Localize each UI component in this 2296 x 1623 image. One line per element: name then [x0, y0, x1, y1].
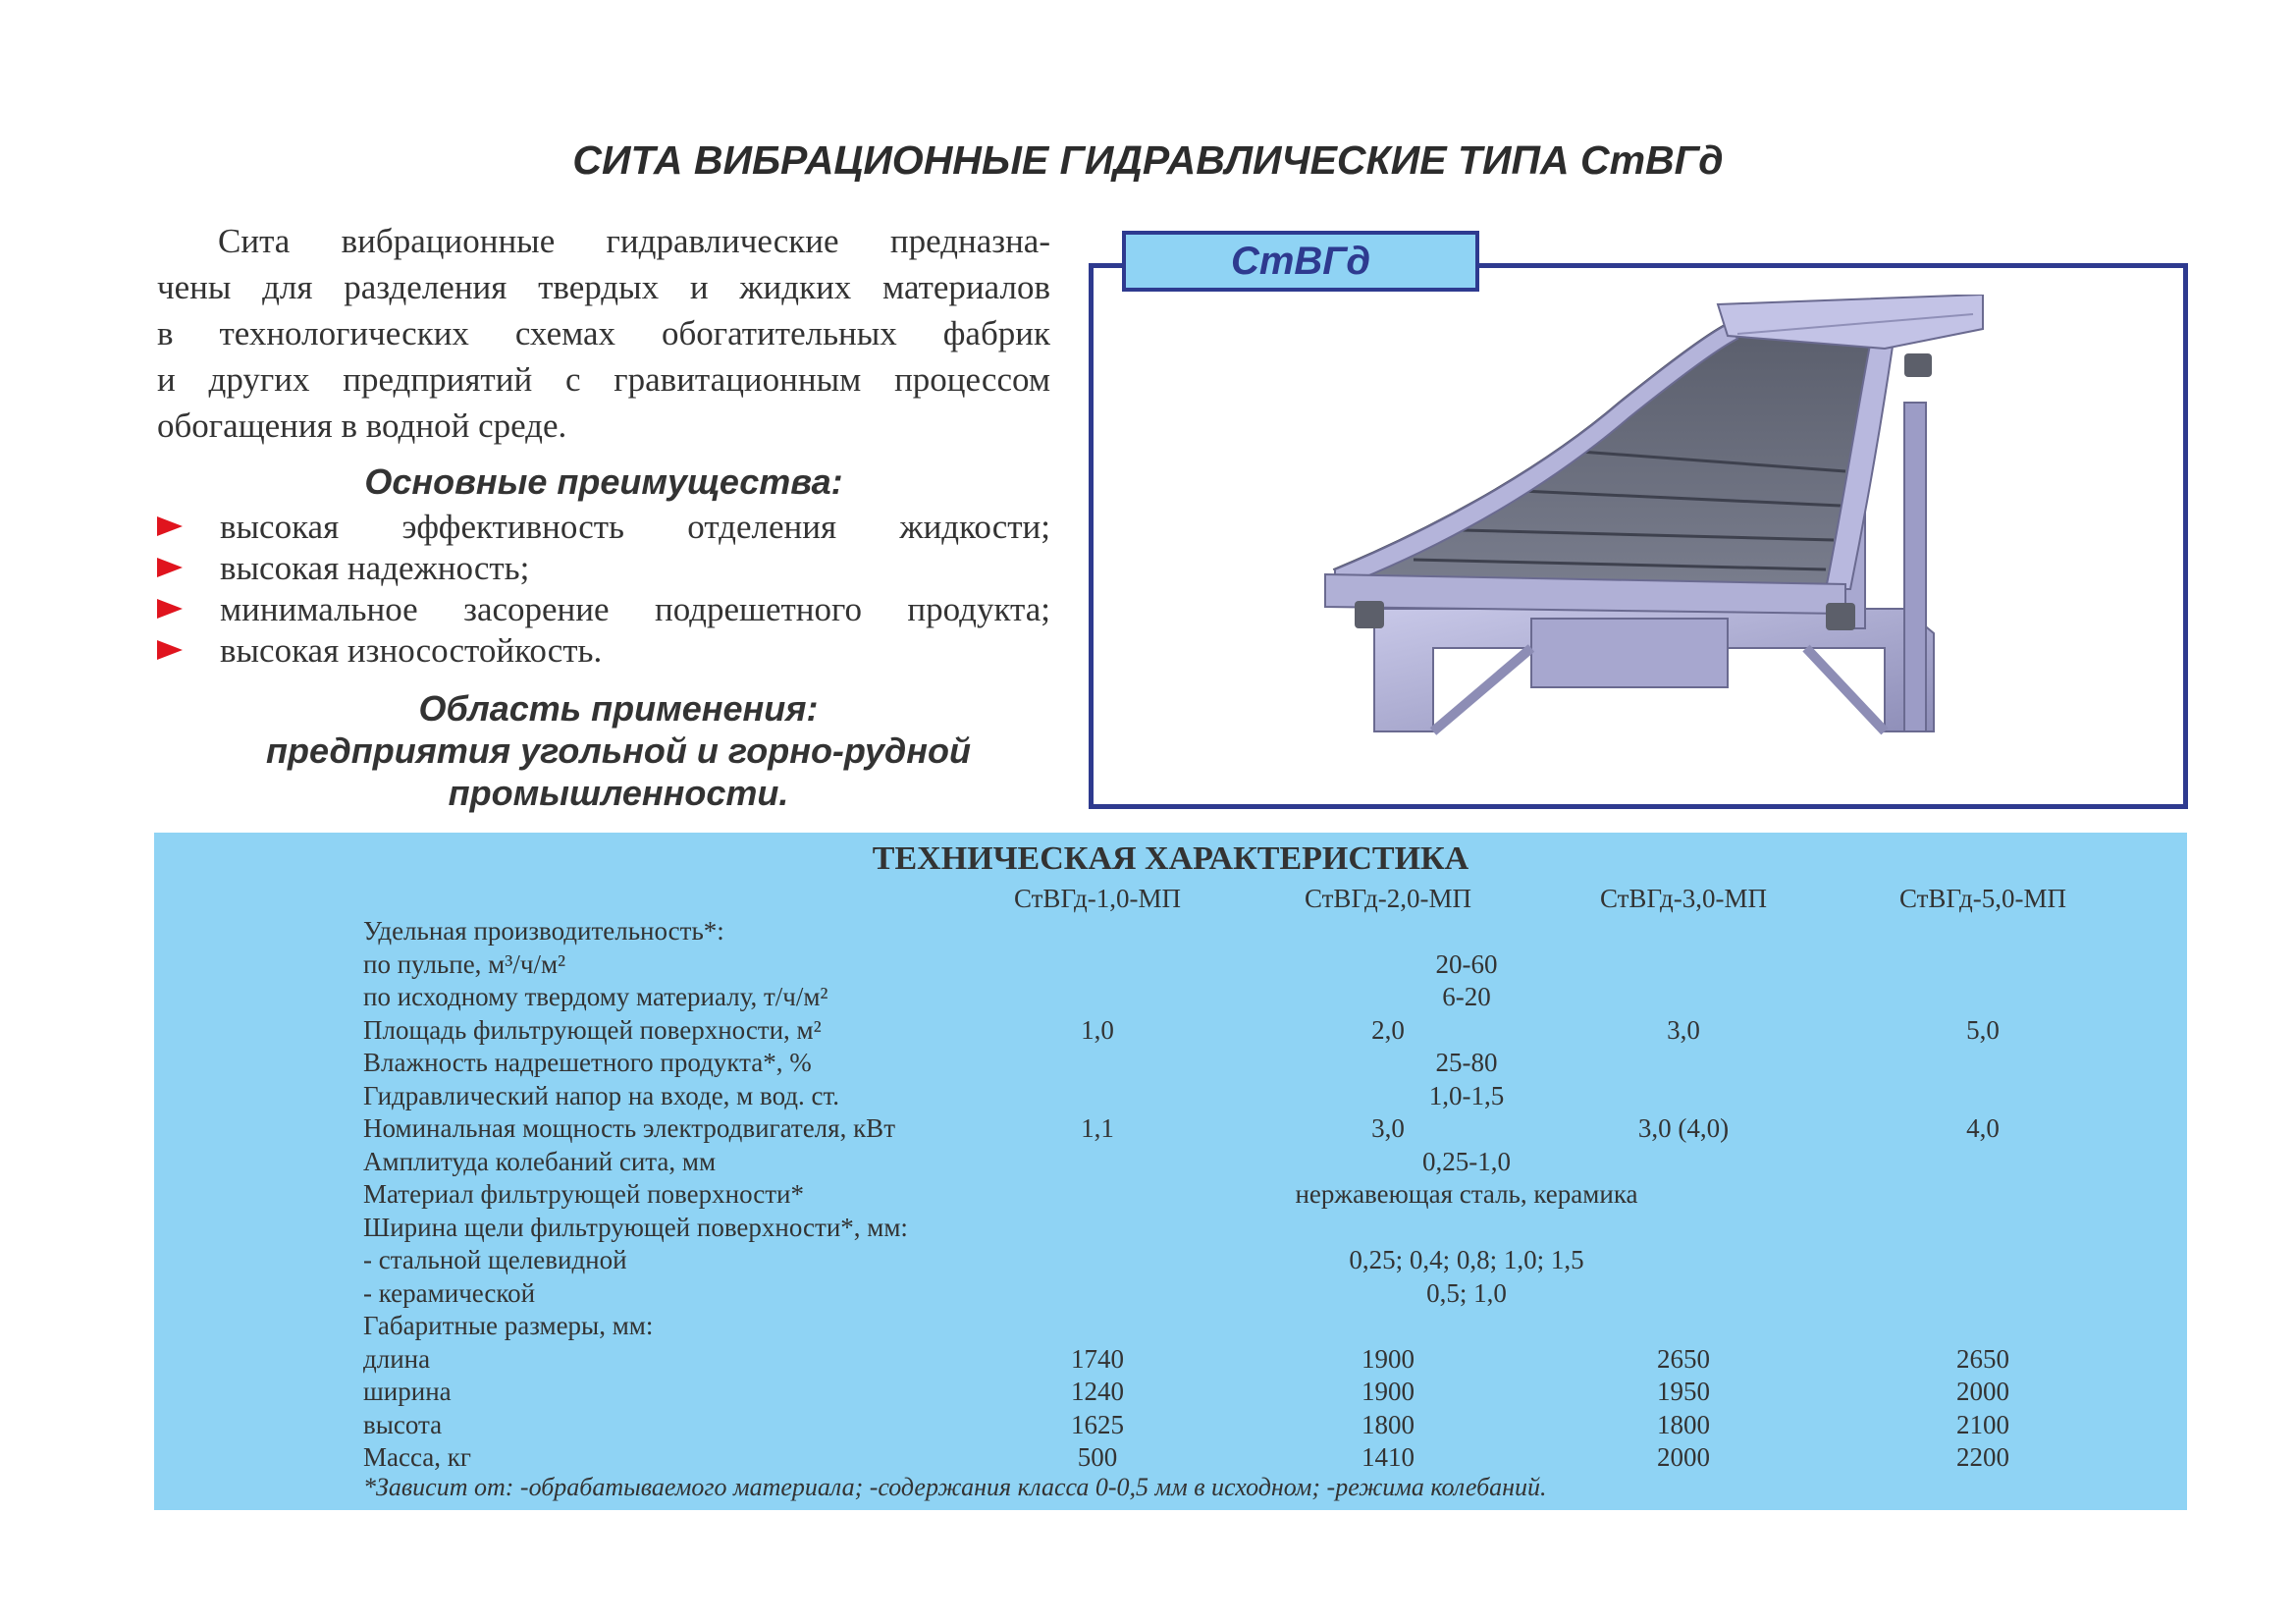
photo-label: СтВГд: [1122, 231, 1479, 292]
row-label: Номинальная мощность электродвигателя, кВт: [363, 1113, 895, 1143]
row-value: 2000: [1657, 1442, 1710, 1472]
red-arrow-bullet-icon: [157, 599, 183, 619]
application-heading: Область применения:: [418, 688, 819, 729]
page-title: СИТА ВИБРАЦИОННЫЕ ГИДРАВЛИЧЕСКИЕ ТИПА СтВГд: [572, 137, 1724, 183]
advantage-text: высокая эффективность отделения жидкости;: [220, 508, 1050, 546]
table-row: [154, 982, 2187, 1014]
red-arrow-bullet-icon: [157, 516, 183, 536]
technical-specification-table: [154, 833, 2187, 1510]
table-row: [154, 1377, 2187, 1409]
intro-line: и других предприятий с гравитационным процессом: [157, 360, 1050, 399]
row-shared-value: 0,25-1,0: [1422, 1147, 1511, 1176]
red-arrow-bullet-icon: [157, 640, 183, 660]
row-label: Площадь фильтрующей поверхности, м²: [363, 1015, 822, 1045]
row-label: длина: [363, 1344, 431, 1374]
table-row: [154, 1081, 2187, 1113]
row-value: 1,1: [1081, 1113, 1114, 1143]
row-value: 2100: [1956, 1410, 2009, 1439]
row-label: по исходному твердому материалу, т/ч/м²: [363, 982, 828, 1011]
row-value: 1740: [1071, 1344, 1124, 1374]
row-label: Влажность надрешетного продукта*, %: [363, 1048, 812, 1077]
row-value: 3,0 (4,0): [1637, 1113, 1730, 1143]
row-value: 1950: [1657, 1377, 1710, 1406]
application-line: предприятия угольной и горно-рудной: [266, 730, 971, 771]
row-value: 3,0: [1371, 1113, 1405, 1143]
row-value: 1,0: [1081, 1015, 1114, 1045]
row-label: - керамической: [363, 1278, 536, 1308]
red-arrow-bullet-icon: [157, 558, 183, 577]
row-value: 1800: [1657, 1410, 1710, 1439]
row-value: 1410: [1362, 1442, 1415, 1472]
row-value: 2650: [1657, 1344, 1710, 1374]
spec-footnote: *Зависит от: -обрабатываемого материала; -содержания класса 0-0,5 мм в исходном; -режима колебаний.: [363, 1473, 1547, 1501]
table-row: [154, 1245, 2187, 1277]
table-row: [154, 1410, 2187, 1442]
row-value: 500: [1077, 1442, 1118, 1472]
intro-line: чены для разделения твердых и жидких материалов: [157, 268, 1050, 306]
row-label: - стальной щелевидной: [363, 1245, 627, 1274]
row-value: 3,0: [1667, 1015, 1700, 1045]
row-shared-value: 0,5; 1,0: [1426, 1278, 1507, 1308]
advantage-text: минимальное засорение подрешетного продукта;: [220, 590, 1050, 628]
row-value: 1800: [1362, 1410, 1415, 1439]
advantage-item: [157, 589, 1050, 630]
application-block: [177, 687, 1060, 814]
row-label: высота: [363, 1410, 443, 1439]
model-header: СтВГд-1,0-МП: [1013, 884, 1181, 913]
row-shared-value: 20-60: [1435, 949, 1498, 979]
table-row: [154, 1147, 2187, 1179]
row-shared-value: 0,25; 0,4; 0,8; 1,0; 1,5: [1349, 1245, 1584, 1274]
row-value: 2650: [1956, 1344, 2009, 1374]
table-row: [154, 949, 2187, 982]
row-value: 1900: [1362, 1344, 1415, 1374]
advantages-list: [157, 507, 1050, 672]
row-value: 2200: [1956, 1442, 2009, 1472]
table-row: [154, 1442, 2187, 1475]
table-row: [154, 1311, 2187, 1343]
row-value: 1240: [1071, 1377, 1124, 1406]
row-shared-value: 1,0-1,5: [1428, 1081, 1505, 1110]
advantage-item: [157, 548, 1050, 589]
spec-title: ТЕХНИЧЕСКАЯ ХАРАКТЕРИСТИКА: [872, 840, 1469, 877]
table-row: [154, 1278, 2187, 1311]
row-label: по пульпе, м³/ч/м²: [363, 949, 566, 979]
table-row: [154, 1179, 2187, 1212]
intro-line: обогащения в водной среде.: [157, 406, 567, 445]
row-value: 4,0: [1966, 1113, 2000, 1143]
table-row: [154, 1048, 2187, 1080]
table-row: [154, 1213, 2187, 1245]
row-shared-value: 6-20: [1442, 982, 1491, 1011]
row-label: Ширина щели фильтрующей поверхности*, мм:: [363, 1213, 908, 1242]
table-row: [154, 1015, 2187, 1048]
row-value: 2,0: [1371, 1015, 1405, 1045]
row-value: 5,0: [1966, 1015, 2000, 1045]
model-header: СтВГд-2,0-МП: [1304, 884, 1471, 913]
row-label: Габаритные размеры, мм:: [363, 1311, 654, 1340]
table-row: [154, 916, 2187, 948]
intro-line: Сита вибрационные гидравлические предназна-: [218, 222, 1050, 260]
application-line: промышленности.: [448, 773, 789, 813]
advantages-heading: Основные преимущества:: [364, 461, 843, 502]
row-shared-value: нержавеющая сталь, керамика: [1295, 1179, 1638, 1209]
row-label: Удельная производительность*:: [363, 916, 724, 946]
row-label: Материал фильтрующей поверхности*: [363, 1179, 804, 1209]
row-label: Амплитуда колебаний сита, мм: [363, 1147, 717, 1176]
row-label: Гидравлический напор на входе, м вод. ст.: [363, 1081, 840, 1110]
model-header: СтВГд-3,0-МП: [1599, 884, 1767, 913]
row-value: 1625: [1071, 1410, 1124, 1439]
row-value: 2000: [1956, 1377, 2009, 1406]
vibrating-screen-photo: [1296, 295, 2002, 746]
advantage-text: высокая износостойкость.: [220, 631, 603, 670]
model-header: СтВГд-5,0-МП: [1898, 884, 2066, 913]
table-row: [154, 1113, 2187, 1146]
advantage-item: [157, 507, 1050, 548]
intro-paragraph: [157, 218, 1050, 449]
advantage-text: высокая надежность;: [220, 549, 530, 587]
row-value: 1900: [1362, 1377, 1415, 1406]
row-shared-value: 25-80: [1435, 1048, 1498, 1077]
row-label: Масса, кг: [363, 1442, 471, 1472]
advantage-item: [157, 630, 1050, 672]
row-label: ширина: [363, 1377, 452, 1406]
intro-line: в технологических схемах обогатительных фабрик: [157, 314, 1050, 352]
table-row: [154, 1344, 2187, 1377]
